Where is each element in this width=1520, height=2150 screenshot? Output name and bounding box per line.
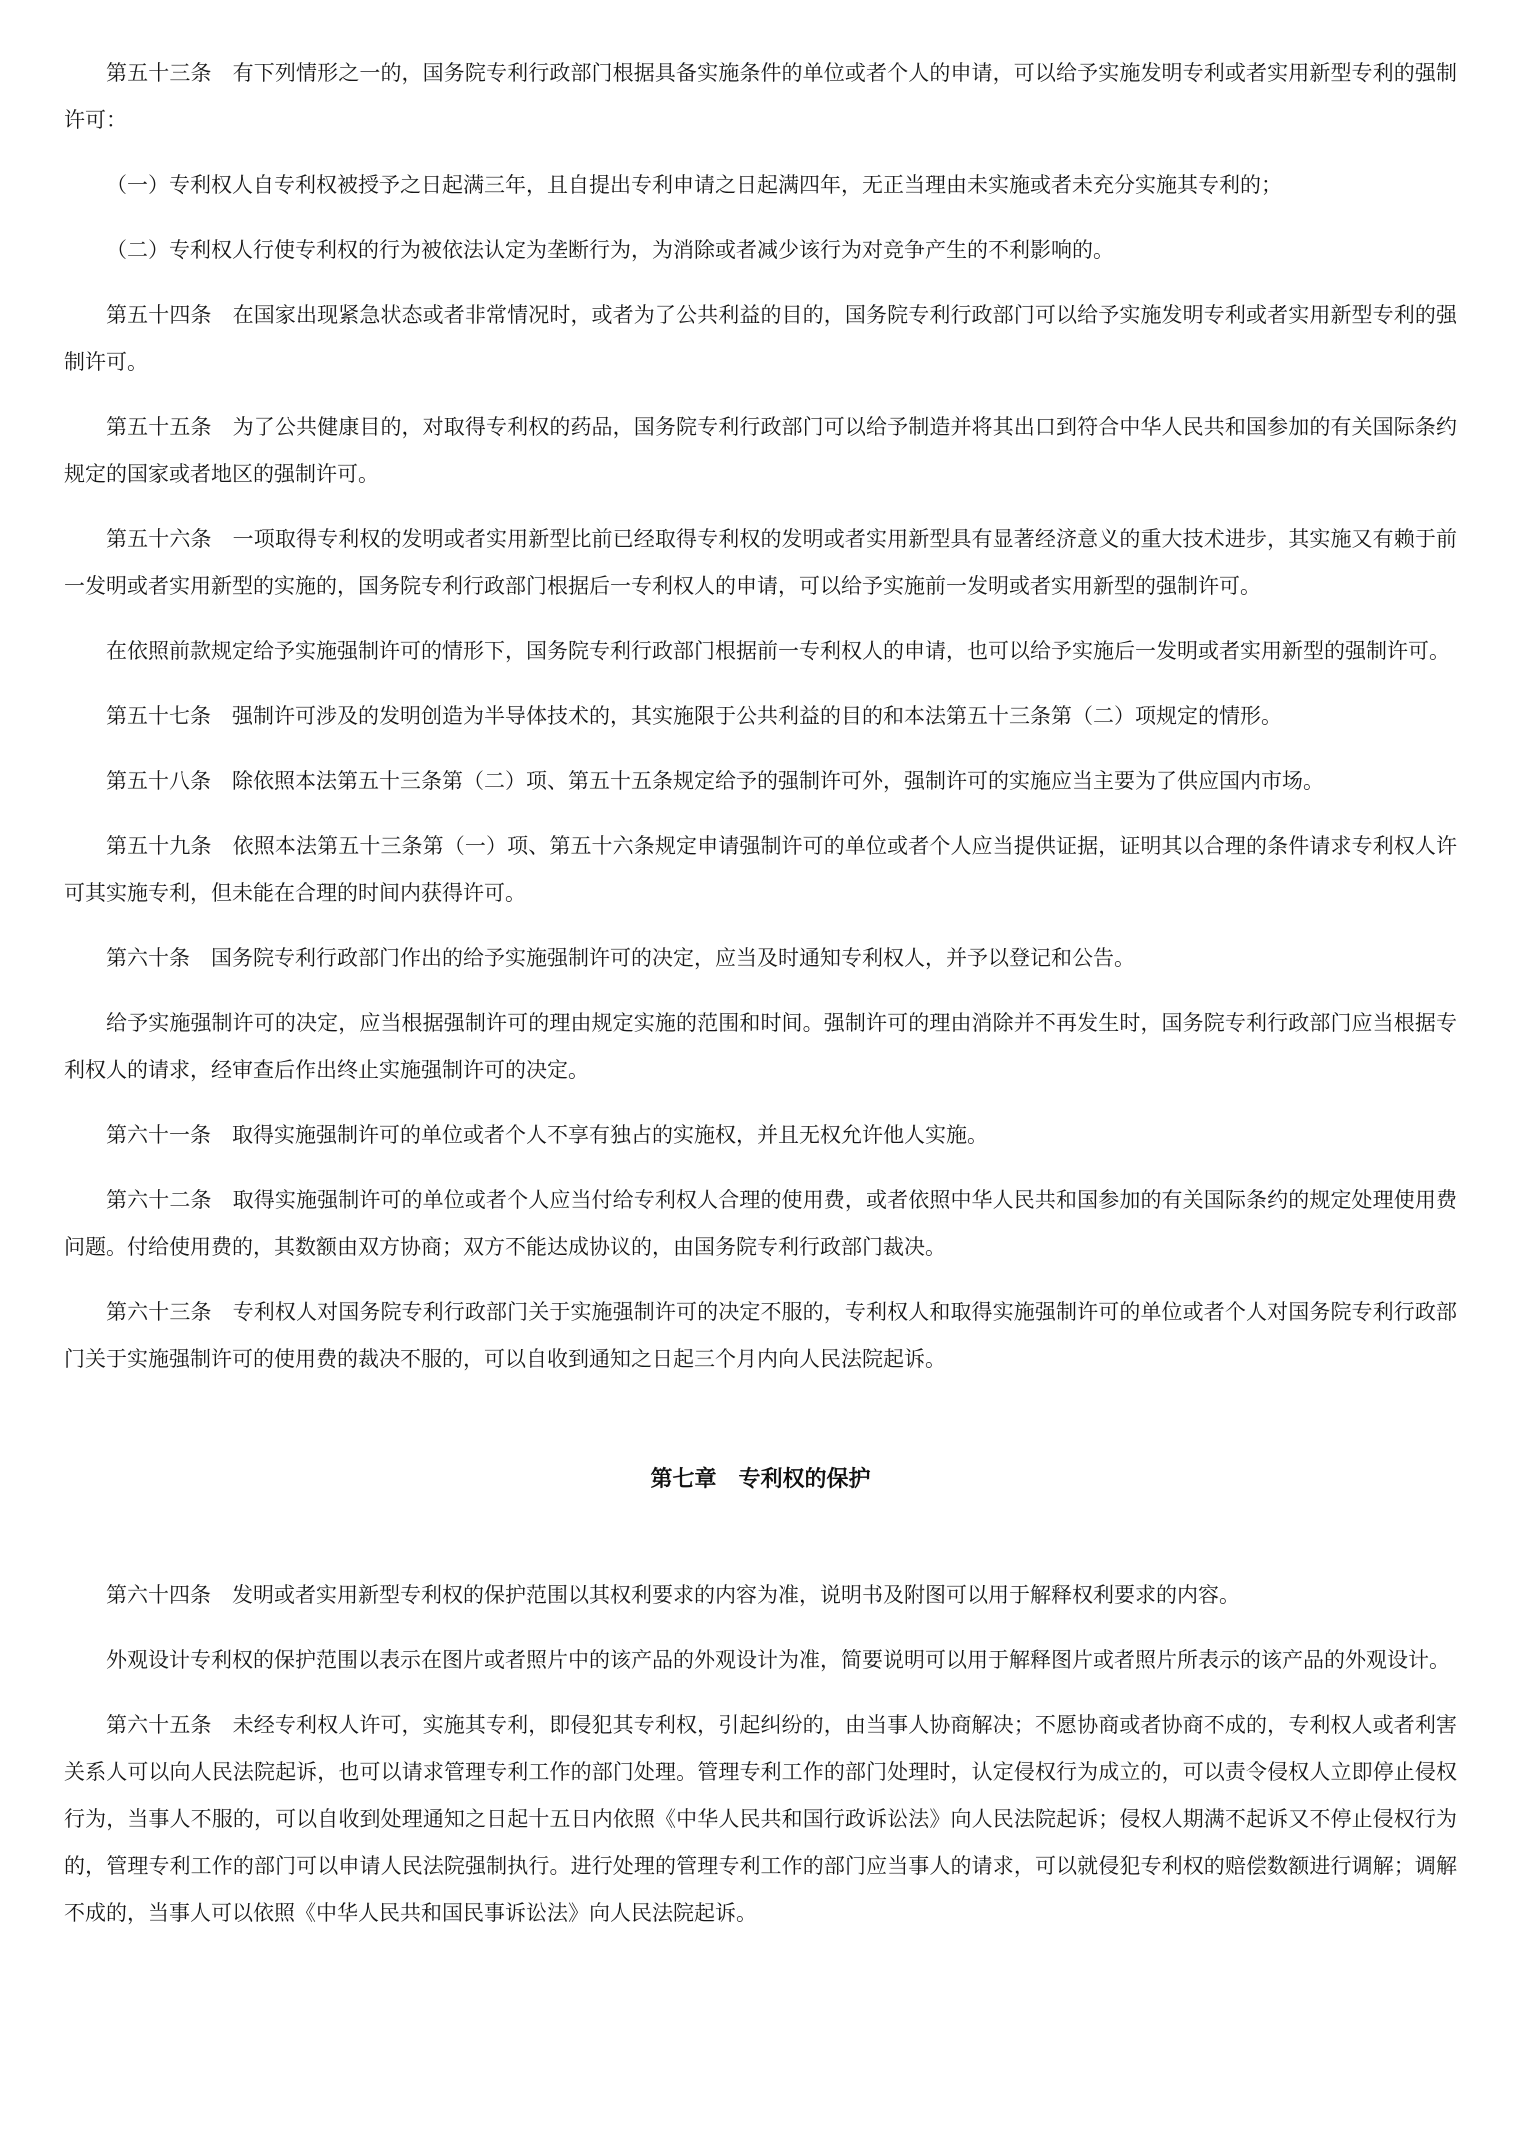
paragraph-article-53: 第五十三条 有下列情形之一的，国务院专利行政部门根据具备实施条件的单位或者个人的申请，可以给予实施发明专利或者实用新型专利的强制许可： [64, 61, 1457, 132]
paragraph-article-60-clause-2: 给予实施强制许可的决定，应当根据强制许可的理由规定实施的范围和时间。强制许可的理由消除并不再发生时，国务院专利行政部门应当根据专利权人的请求，经审查后作出终止实施强制许可的决定。 [64, 1011, 1457, 1082]
paragraph-article-58: 第五十八条 除依照本法第五十三条第（二）项、第五十五条规定给予的强制许可外，强制许可的实施应当主要为了供应国内市场。 [106, 769, 1324, 793]
paragraph-article-55: 第五十五条 为了公共健康目的，对取得专利权的药品，国务院专利行政部门可以给予制造并将其出口到符合中华人民共和国参加的有关国际条约规定的国家或者地区的强制许可。 [64, 415, 1457, 486]
paragraph-article-53-item-1: （一）专利权人自专利权被授予之日起满三年，且自提出专利申请之日起满四年，无正当理由未实施或者未充分实施其专利的； [106, 173, 1282, 197]
paragraph-article-64: 第六十四条 发明或者实用新型专利权的保护范围以其权利要求的内容为准，说明书及附图可以用于解释权利要求的内容。 [106, 1583, 1240, 1607]
chapter-heading: 第七章 专利权的保护 [650, 1466, 871, 1491]
paragraph-article-63: 第六十三条 专利权人对国务院专利行政部门关于实施强制许可的决定不服的，专利权人和取得实施强制许可的单位或者个人对国务院专利行政部门关于实施强制许可的使用费的裁决不服的，可以自收到通知之日起三个月内向人民法院起诉。 [64, 1300, 1457, 1371]
paragraph-article-64-clause-2: 外观设计专利权的保护范围以表示在图片或者照片中的该产品的外观设计为准，简要说明可以用于解释图片或者照片所表示的该产品的外观设计。 [106, 1648, 1450, 1672]
paragraph-article-61: 第六十一条 取得实施强制许可的单位或者个人不享有独占的实施权，并且无权允许他人实施。 [106, 1123, 988, 1147]
paragraph-article-56: 第五十六条 一项取得专利权的发明或者实用新型比前已经取得专利权的发明或者实用新型具有显著经济意义的重大技术进步，其实施又有赖于前一发明或者实用新型的实施的，国务院专利行政部门根据后一专利权人的申请，可以给予实施前一发明或者实用新型的强制许可。 [64, 527, 1457, 598]
paragraph-article-54: 第五十四条 在国家出现紧急状态或者非常情况时，或者为了公共利益的目的，国务院专利行政部门可以给予实施发明专利或者实用新型专利的强制许可。 [64, 303, 1457, 374]
paragraph-article-65: 第六十五条 未经专利权人许可，实施其专利，即侵犯其专利权，引起纠纷的，由当事人协商解决；不愿协商或者协商不成的，专利权人或者利害关系人可以向人民法院起诉，也可以请求管理专利工作的部门处理。管理专利工作的部门处理时，认定侵权行为成立的，可以责令侵权人立即停止侵权行为，当事人不服的，可以自收到处理通知之日起十五日内依照《中华人民共和国行政诉讼法》向人民法院起诉；侵权人期满不起诉又不停止侵权行为的，管理专利工作的部门可以申请人民法院强制执行。进行处理的管理专利工作的部门应当事人的请求，可以就侵犯专利权的赔偿数额进行调解；调解不成的，当事人可以依照《中华人民共和国民事诉讼法》向人民法院起诉。 [64, 1713, 1457, 1925]
paragraph-article-53-item-2: （二）专利权人行使专利权的行为被依法认定为垄断行为，为消除或者减少该行为对竞争产生的不利影响的。 [106, 238, 1114, 262]
paragraph-article-59: 第五十九条 依照本法第五十三条第（一）项、第五十六条规定申请强制许可的单位或者个人应当提供证据，证明其以合理的条件请求专利权人许可其实施专利，但未能在合理的时间内获得许可。 [64, 834, 1457, 905]
paragraph-article-57: 第五十七条 强制许可涉及的发明创造为半导体技术的，其实施限于公共利益的目的和本法第五十三条第（二）项规定的情形。 [106, 704, 1282, 728]
paragraph-article-56-clause-2: 在依照前款规定给予实施强制许可的情形下，国务院专利行政部门根据前一专利权人的申请，也可以给予实施后一发明或者实用新型的强制许可。 [106, 639, 1450, 663]
paragraph-article-60: 第六十条 国务院专利行政部门作出的给予实施强制许可的决定，应当及时通知专利权人，并予以登记和公告。 [106, 946, 1135, 970]
paragraph-article-62: 第六十二条 取得实施强制许可的单位或者个人应当付给专利权人合理的使用费，或者依照中华人民共和国参加的有关国际条约的规定处理使用费问题。付给使用费的，其数额由双方协商；双方不能达成协议的，由国务院专利行政部门裁决。 [64, 1188, 1457, 1259]
